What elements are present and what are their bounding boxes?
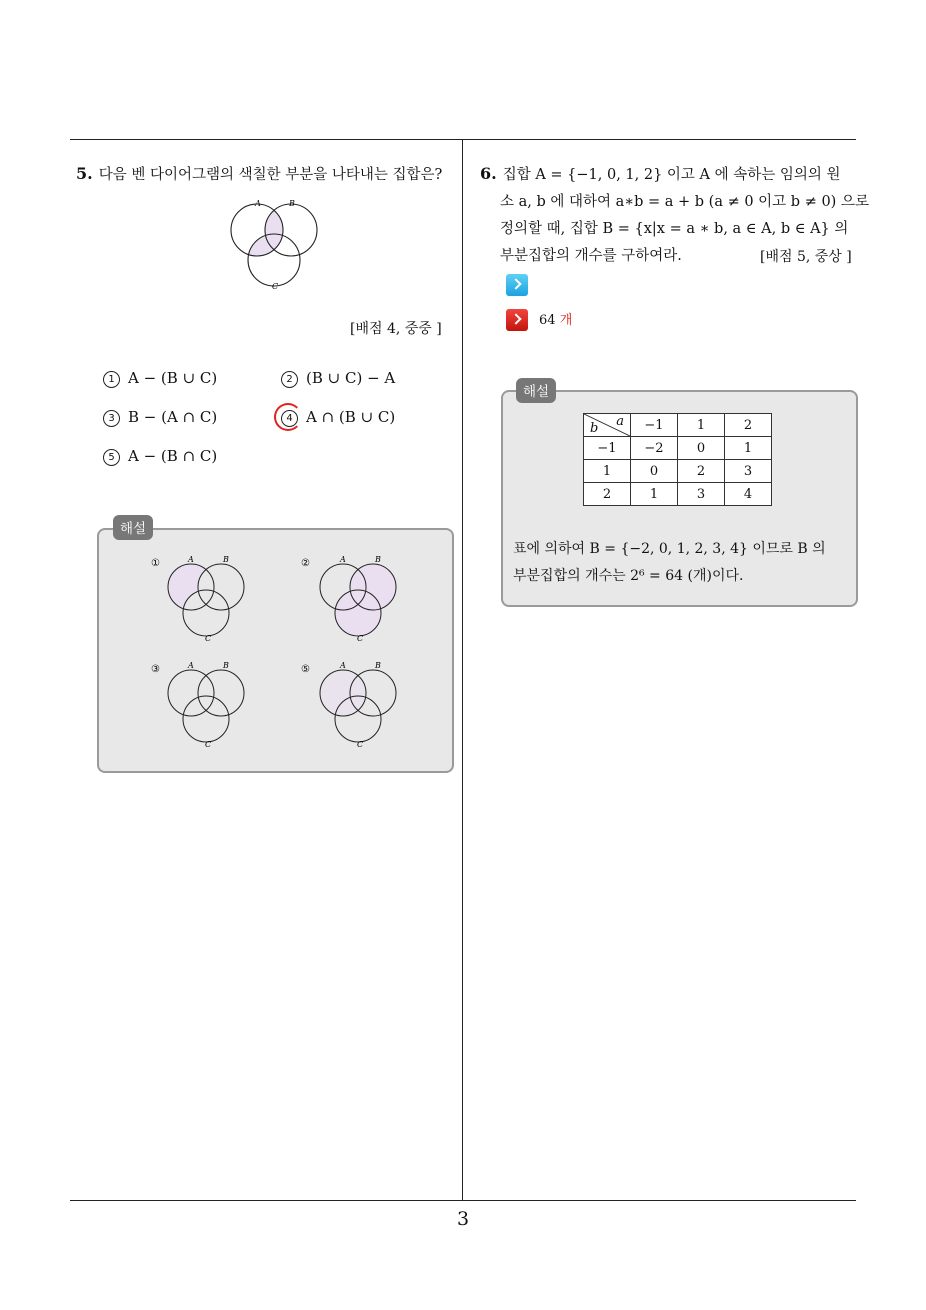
q6-solution-line-2: 부분집합의 개수는 2⁶ = 64 (개)이다. bbox=[513, 568, 744, 584]
bottom-rule bbox=[70, 1200, 856, 1201]
q5-solution-box bbox=[97, 528, 454, 773]
venn-label-b: B bbox=[289, 199, 295, 208]
col-header: 1 bbox=[678, 414, 725, 437]
solution-mark-5: ⑤ bbox=[301, 664, 310, 675]
q6-solution-text bbox=[513, 536, 843, 590]
svg-text:C: C bbox=[357, 740, 364, 749]
svg-text:C: C bbox=[205, 740, 212, 749]
table-cell: 1 bbox=[631, 483, 678, 506]
operation-table bbox=[583, 413, 772, 506]
q6-solution-line-1: 표에 의하여 B = {−2, 0, 1, 2, 3, 4} 이므로 B 의 bbox=[513, 541, 826, 557]
table-corner bbox=[584, 414, 631, 437]
top-rule bbox=[70, 139, 856, 140]
svg-text:A: A bbox=[188, 661, 194, 670]
q5-choice-4[interactable]: 4 A ∩ (B ∪ C) bbox=[281, 408, 395, 427]
svg-text:C: C bbox=[205, 634, 212, 643]
q6-number: 6. bbox=[480, 164, 497, 183]
table-cell: 3 bbox=[678, 483, 725, 506]
q6-line-2: 소 a, b 에 대하여 a∗b = a + b (a ≠ 0 이고 b ≠ 0) 으로 bbox=[500, 194, 869, 210]
q5-score: [배점 4, 중중 ] bbox=[350, 321, 442, 337]
svg-text:A: A bbox=[340, 555, 346, 564]
solution-mark-3: ③ bbox=[151, 664, 160, 675]
q6-solution-tag: 해설 bbox=[516, 378, 556, 403]
corner-label-a: a bbox=[616, 414, 624, 429]
solution-diagram-5 bbox=[301, 661, 396, 749]
q5-number: 5. bbox=[76, 164, 93, 183]
table-row bbox=[584, 483, 772, 506]
q5-solution-tag: 해설 bbox=[113, 515, 153, 540]
svg-text:B: B bbox=[375, 555, 381, 564]
q6-line-1: 집합 A = {−1, 0, 1, 2} 이고 A 에 속하는 임의의 원 bbox=[502, 167, 841, 183]
solution-mark-1: ① bbox=[151, 558, 160, 569]
q5-venn-diagram bbox=[225, 192, 335, 292]
q5-choice-2[interactable]: 2 (B ∪ C) − A bbox=[281, 369, 395, 388]
show-answer-button[interactable] bbox=[506, 309, 528, 331]
table-row bbox=[584, 460, 772, 483]
q6-answer bbox=[539, 309, 572, 328]
answer-mark-circle bbox=[274, 403, 302, 431]
q5-choice-5[interactable]: 5 A − (B ∩ C) bbox=[103, 447, 217, 466]
solution-mark-2: ② bbox=[301, 558, 310, 569]
q5-stem bbox=[76, 160, 456, 189]
table-cell: −2 bbox=[631, 437, 678, 460]
page-number: 3 bbox=[456, 1208, 470, 1230]
q5-solution-diagrams bbox=[99, 530, 452, 771]
row-header: −1 bbox=[584, 437, 631, 460]
q6-answer-unit: 개 bbox=[559, 313, 573, 328]
q6-answer-value: 64 bbox=[539, 313, 556, 328]
table-cell: 4 bbox=[725, 483, 772, 506]
q5-choice-1[interactable]: 1 A − (B ∪ C) bbox=[103, 369, 217, 388]
solution-diagram-1 bbox=[151, 555, 244, 643]
row-header: 1 bbox=[584, 460, 631, 483]
svg-text:C: C bbox=[357, 634, 364, 643]
corner-label-b: b bbox=[590, 421, 599, 436]
table-cell: 0 bbox=[631, 460, 678, 483]
q5-choice-3[interactable]: 3 B − (A ∩ C) bbox=[103, 408, 217, 427]
solution-diagram-3 bbox=[151, 661, 244, 749]
col-header: 2 bbox=[725, 414, 772, 437]
table-row bbox=[584, 437, 772, 460]
table-cell: 0 bbox=[678, 437, 725, 460]
svg-text:B: B bbox=[223, 661, 229, 670]
row-header: 2 bbox=[584, 483, 631, 506]
svg-text:A: A bbox=[340, 661, 346, 670]
venn-label-a: A bbox=[255, 199, 261, 208]
svg-text:B: B bbox=[375, 661, 381, 670]
q6-line-3: 정의할 때, 집합 B = {x|x = a ∗ b, a ∈ A, b ∈ A} 의 bbox=[500, 221, 849, 237]
table-cell: 1 bbox=[725, 437, 772, 460]
show-hint-button[interactable] bbox=[506, 274, 528, 296]
q6-line-4: 부분집합의 개수를 구하여라. bbox=[500, 248, 682, 264]
q6-score: [배점 5, 중상 ] bbox=[760, 249, 852, 265]
solution-diagram-2 bbox=[301, 555, 396, 643]
venn-label-c: C bbox=[272, 282, 279, 291]
q5-text: 다음 벤 다이어그램의 색칠한 부분을 나타내는 집합은? bbox=[98, 167, 443, 183]
column-divider bbox=[462, 140, 463, 1201]
table-cell: 2 bbox=[678, 460, 725, 483]
col-header: −1 bbox=[631, 414, 678, 437]
svg-text:B: B bbox=[223, 555, 229, 564]
svg-text:A: A bbox=[188, 555, 194, 564]
table-cell: 3 bbox=[725, 460, 772, 483]
